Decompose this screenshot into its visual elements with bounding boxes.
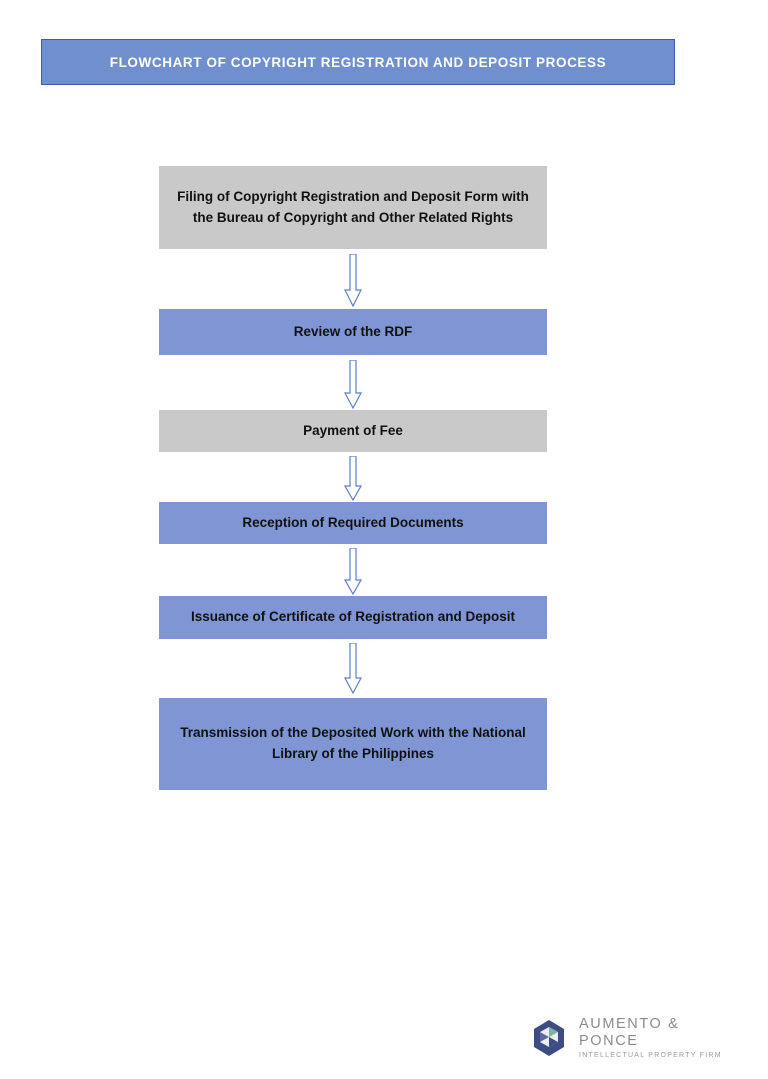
footer-logo bbox=[529, 1016, 739, 1060]
connector-arrow-3 bbox=[344, 456, 362, 501]
flow-node-reception bbox=[159, 502, 547, 544]
logo-company-name: AUMENTO & PONCE bbox=[579, 1016, 680, 1049]
flow-node-label: Review of the RDF bbox=[293, 323, 413, 339]
flowchart-title-banner bbox=[41, 39, 675, 85]
flow-node-issuance bbox=[159, 596, 547, 639]
connector-arrow-5 bbox=[344, 643, 362, 694]
flow-node-transmission bbox=[159, 698, 547, 790]
logo-tagline: INTELLECTUAL PROPERTY FIRM bbox=[579, 1051, 722, 1059]
connector-arrow-2 bbox=[344, 360, 362, 409]
flow-node-review bbox=[159, 309, 547, 355]
flow-node-label: Filing of Copyright Registration and Deposit Form with the Bureau of Copyright and Other Related Rights bbox=[177, 188, 529, 225]
flow-node-label: Payment of Fee bbox=[303, 422, 403, 438]
hexagon-logo-icon bbox=[529, 1018, 569, 1058]
flow-node-label: Reception of Required Documents bbox=[242, 514, 464, 530]
flow-node-label: Issuance of Certificate of Registration and Deposit bbox=[190, 609, 516, 625]
flow-node-filing bbox=[159, 166, 547, 249]
connector-arrow-4 bbox=[344, 548, 362, 595]
flow-node-label: Transmission of the Deposited Work with the National Library of the Philippines bbox=[180, 725, 526, 761]
connector-arrow-1 bbox=[344, 254, 362, 307]
page-title: FLOWCHART OF COPYRIGHT REGISTRATION AND DEPOSIT PROCESS bbox=[109, 54, 607, 70]
flow-node-payment bbox=[159, 410, 547, 452]
